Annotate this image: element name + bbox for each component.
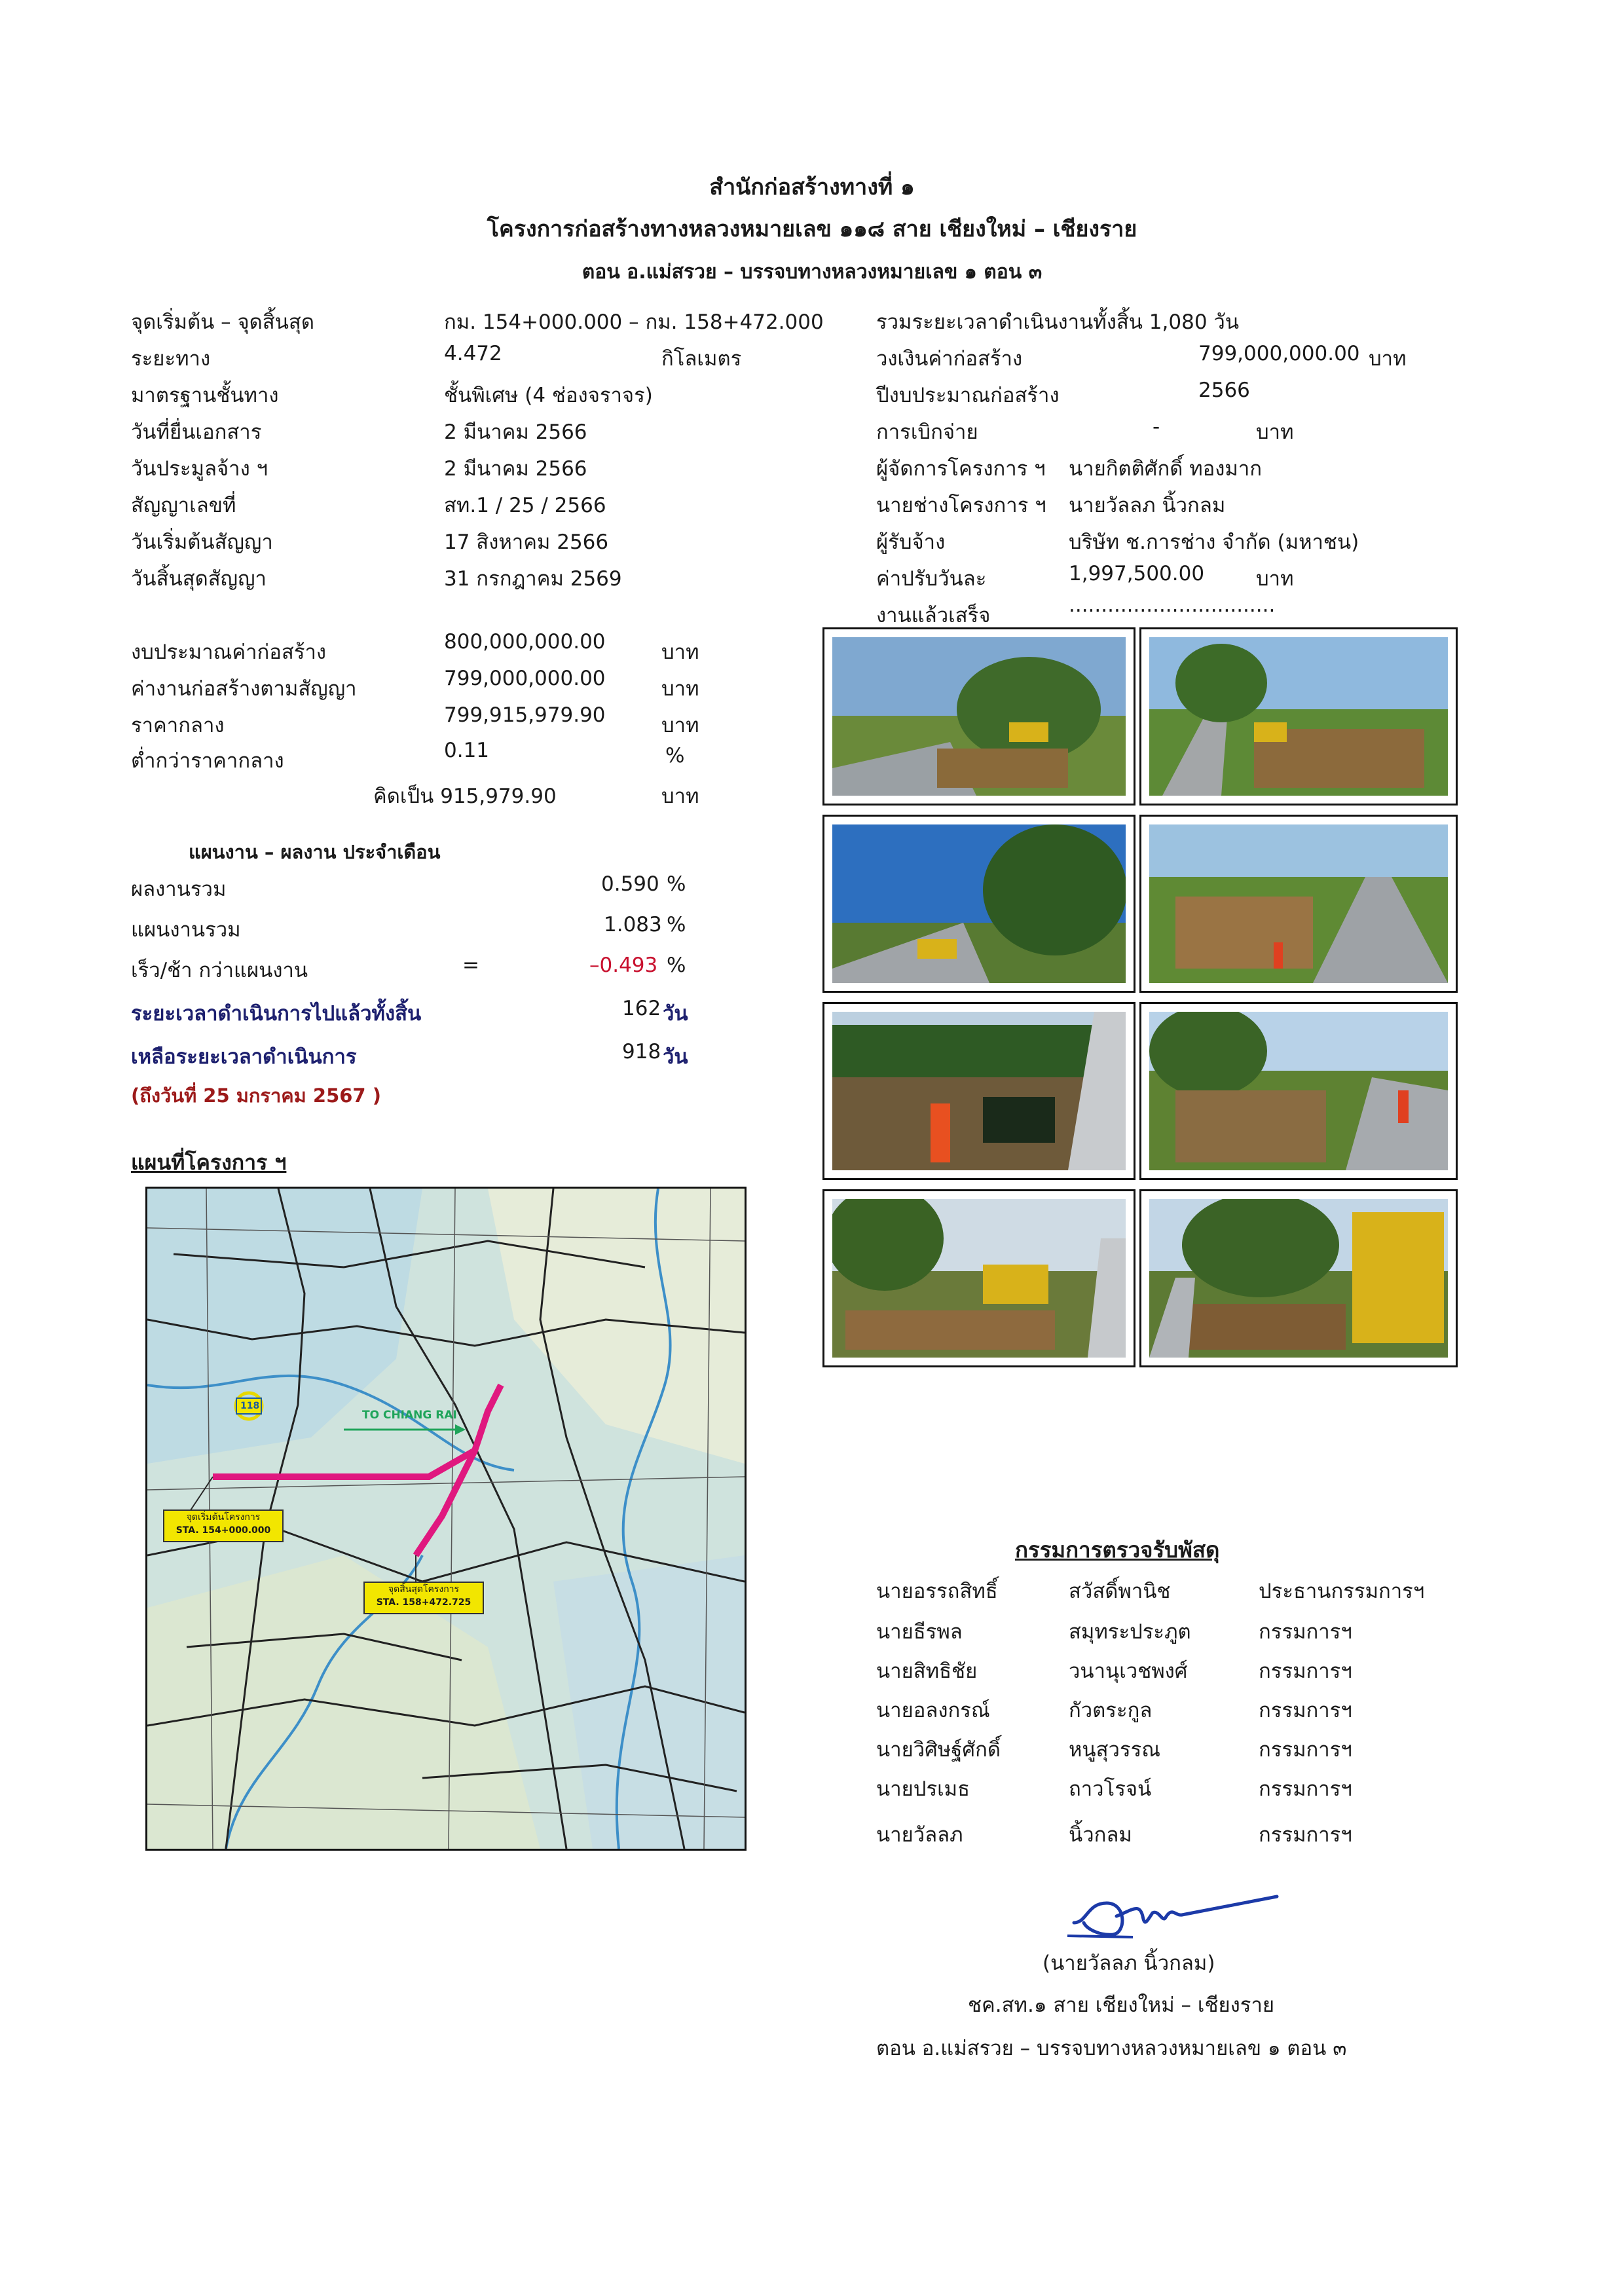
remain-label: เหลือระยะเวลาดำเนินการ (131, 1045, 357, 1069)
member-first-name: นายวิศิษฐ์ศักดิ์ (876, 1738, 1001, 1762)
budget-unit: บาท (661, 714, 699, 737)
site-photo (1139, 815, 1458, 993)
end-caption: จุดสิ้นสุดโครงการ (388, 1584, 460, 1595)
remain-unit: วัน (663, 1045, 688, 1069)
info-value: กม. 154+000.000 – กม. 158+472.000 (444, 310, 824, 334)
site-photo (822, 627, 1135, 805)
office-title: สำนักก่อสร้างทางที่ ๑ (709, 174, 915, 200)
end-label-box (363, 1582, 484, 1614)
info-label: จุดเริ่มต้น – จุดสิ้นสุด (131, 310, 314, 334)
budget-label: ราคากลาง (131, 714, 225, 737)
info-label: ปีงบประมาณก่อสร้าง (876, 384, 1060, 407)
info-value: ชั้นพิเศษ (4 ช่องจราจร) (444, 384, 653, 407)
info-label: วันสิ้นสุดสัญญา (131, 567, 267, 591)
route-number: 118 (240, 1401, 260, 1411)
info-unit: บาท (1256, 567, 1294, 591)
budget-total: คิดเป็น 915,979.90 (373, 785, 557, 808)
info-value: 799,000,000.00 (1198, 342, 1360, 365)
info-label: งานแล้วเสร็จ (876, 604, 991, 627)
info-label: วันเริ่มต้นสัญญา (131, 530, 273, 554)
remain-value: 918 (622, 1040, 661, 1064)
site-photo (822, 815, 1135, 993)
member-role: กรรมการฯ (1259, 1738, 1352, 1762)
info-value: สท.1 / 25 / 2566 (444, 494, 606, 517)
member-first-name: นายธีรพล (876, 1620, 963, 1644)
plan-label: ผลงานรวม (131, 878, 227, 901)
elapsed-unit: วัน (663, 1002, 688, 1026)
budget-value: 799,000,000.00 (444, 667, 606, 690)
info-value: บริษัท ช.การช่าง จำกัด (มหาชน) (1069, 530, 1359, 554)
member-role: กรรมการฯ (1259, 1699, 1352, 1722)
plan-heading: แผนงาน – ผลงาน ประจำเดือน (189, 841, 441, 863)
member-last-name: สวัสดิ์พานิช (1069, 1580, 1171, 1603)
site-photo (1139, 1002, 1458, 1180)
info-value: นายกิตติศักดิ์ ทองมาก (1069, 457, 1263, 481)
map-to-label: TO CHIANG RAI (362, 1409, 457, 1422)
member-first-name: นายสิทธิชัย (876, 1659, 978, 1683)
member-role: ประธานกรรมการฯ (1259, 1580, 1425, 1603)
plan-value: 0.590 (601, 872, 659, 896)
info-label: สัญญาเลขที่ (131, 494, 236, 517)
member-first-name: นายวัลลภ (876, 1823, 963, 1847)
member-last-name: นิ้วกลม (1069, 1823, 1132, 1847)
budget-value: 0.11 (444, 739, 490, 762)
elapsed-label: ระยะเวลาดำเนินการไปแล้วทั้งสิ้น (131, 1002, 422, 1026)
budget-unit: บาท (661, 677, 699, 701)
plan-unit: % (667, 954, 686, 977)
budget-value: 799,915,979.90 (444, 703, 606, 727)
member-first-name: นายปรเมธ (876, 1777, 970, 1801)
signature-mark (1061, 1877, 1283, 1949)
info-label: ระยะทาง (131, 347, 211, 371)
plan-diff-value: –0.493 (589, 954, 658, 977)
budget-label: งบประมาณค่าก่อสร้าง (131, 640, 327, 664)
plan-unit: % (667, 913, 686, 936)
plan-label: เร็ว/ช้า กว่าแผนงาน (131, 959, 308, 982)
signatory-section: ตอน อ.แม่สรวย – บรรจบทางหลวงหมายเลข ๑ ตอน ๓ (876, 2037, 1347, 2060)
info-label: นายช่างโครงการ ฯ (876, 494, 1046, 517)
start-label-box (163, 1509, 284, 1542)
map-heading: แผนที่โครงการ ฯ (131, 1150, 287, 1175)
member-last-name: สมุทระประภูต (1069, 1620, 1191, 1644)
elapsed-value: 162 (622, 997, 661, 1020)
budget-value: 800,000,000.00 (444, 630, 606, 654)
member-role: กรรมการฯ (1259, 1659, 1352, 1683)
info-label: มาตรฐานชั้นทาง (131, 384, 279, 407)
info-label: วันที่ยื่นเอกสาร (131, 420, 262, 444)
info-value: 2566 (1198, 379, 1250, 402)
member-last-name: ถาวโรจน์ (1069, 1777, 1152, 1801)
site-photo (822, 1189, 1135, 1367)
info-value: 2 มีนาคม 2566 (444, 457, 587, 481)
info-value: 31 กรกฎาคม 2569 (444, 567, 622, 591)
info-value: นายวัลลภ นิ้วกลม (1069, 494, 1226, 517)
info-value: 17 สิงหาคม 2566 (444, 530, 609, 554)
info-value: ................................ (1069, 593, 1276, 617)
info-label: การเบิกจ่าย (876, 420, 978, 444)
member-role: กรรมการฯ (1259, 1823, 1352, 1847)
budget-unit: บาท (661, 785, 699, 808)
project-map (145, 1187, 747, 1851)
site-photo (822, 1002, 1135, 1180)
signatory-position: ชค.สท.๑ สาย เชียงใหม่ – เชียงราย (968, 1993, 1275, 2017)
member-role: กรรมการฯ (1259, 1777, 1352, 1801)
member-last-name: วนานุเวชพงศ์ (1069, 1659, 1188, 1683)
info-label: วงเงินค่าก่อสร้าง (876, 347, 1023, 371)
info-value: 4.472 (444, 342, 502, 365)
info-value: 1,997,500.00 (1069, 562, 1205, 585)
budget-label: ต่ำกว่าราคากลาง (131, 749, 284, 773)
site-photo (1139, 627, 1458, 805)
info-unit: กิโลเมตร (661, 347, 742, 371)
info-label: ผู้จัดการโครงการ ฯ (876, 457, 1046, 481)
info-label: ค่าปรับวันละ (876, 567, 987, 591)
member-first-name: นายอลงกรณ์ (876, 1699, 990, 1722)
plan-equals: = (462, 954, 479, 977)
member-last-name: หนูสุวรรณ (1069, 1738, 1161, 1762)
plan-unit: % (667, 872, 686, 896)
info-value: 2 มีนาคม 2566 (444, 420, 587, 444)
committee-heading: กรรมการตรวจรับพัสดุ (1015, 1537, 1220, 1563)
plan-value: 1.083 (604, 913, 662, 936)
as-of-date: (ถึงวันที่ 25 มกราคม 2567 ) (131, 1084, 381, 1107)
info-label: วันประมูลจ้าง ฯ (131, 457, 268, 481)
info-label: รวมระยะเวลาดำเนินงานทั้งสิ้น 1,080 วัน (876, 310, 1240, 334)
site-photo (1139, 1189, 1458, 1367)
section-title: ตอน อ.แม่สรวย – บรรจบทางหลวงหมายเลข ๑ ตอน ๓ (581, 261, 1043, 284)
info-value: - (1153, 415, 1160, 439)
start-sta: STA. 154+000.000 (175, 1525, 271, 1536)
end-sta: STA. 158+472.725 (376, 1597, 471, 1608)
start-caption: จุดเริ่มต้นโครงการ (186, 1512, 261, 1523)
plan-label: แผนงานรวม (131, 918, 241, 942)
info-label: ผู้รับจ้าง (876, 530, 946, 554)
member-last-name: กัวตระกูล (1069, 1699, 1153, 1722)
info-unit: บาท (1256, 420, 1294, 444)
budget-unit: % (665, 744, 685, 768)
budget-label: ค่างานก่อสร้างตามสัญญา (131, 677, 357, 701)
signatory-name: (นายวัลลภ นิ้วกลม) (1043, 1952, 1215, 1975)
member-role: กรรมการฯ (1259, 1620, 1352, 1644)
project-title: โครงการก่อสร้างทางหลวงหมายเลข ๑๑๘ สาย เชียงใหม่ – เชียงราย (487, 216, 1137, 242)
budget-unit: บาท (661, 640, 699, 664)
info-unit: บาท (1369, 347, 1407, 371)
member-first-name: นายอรรถสิทธิ์ (876, 1580, 998, 1603)
